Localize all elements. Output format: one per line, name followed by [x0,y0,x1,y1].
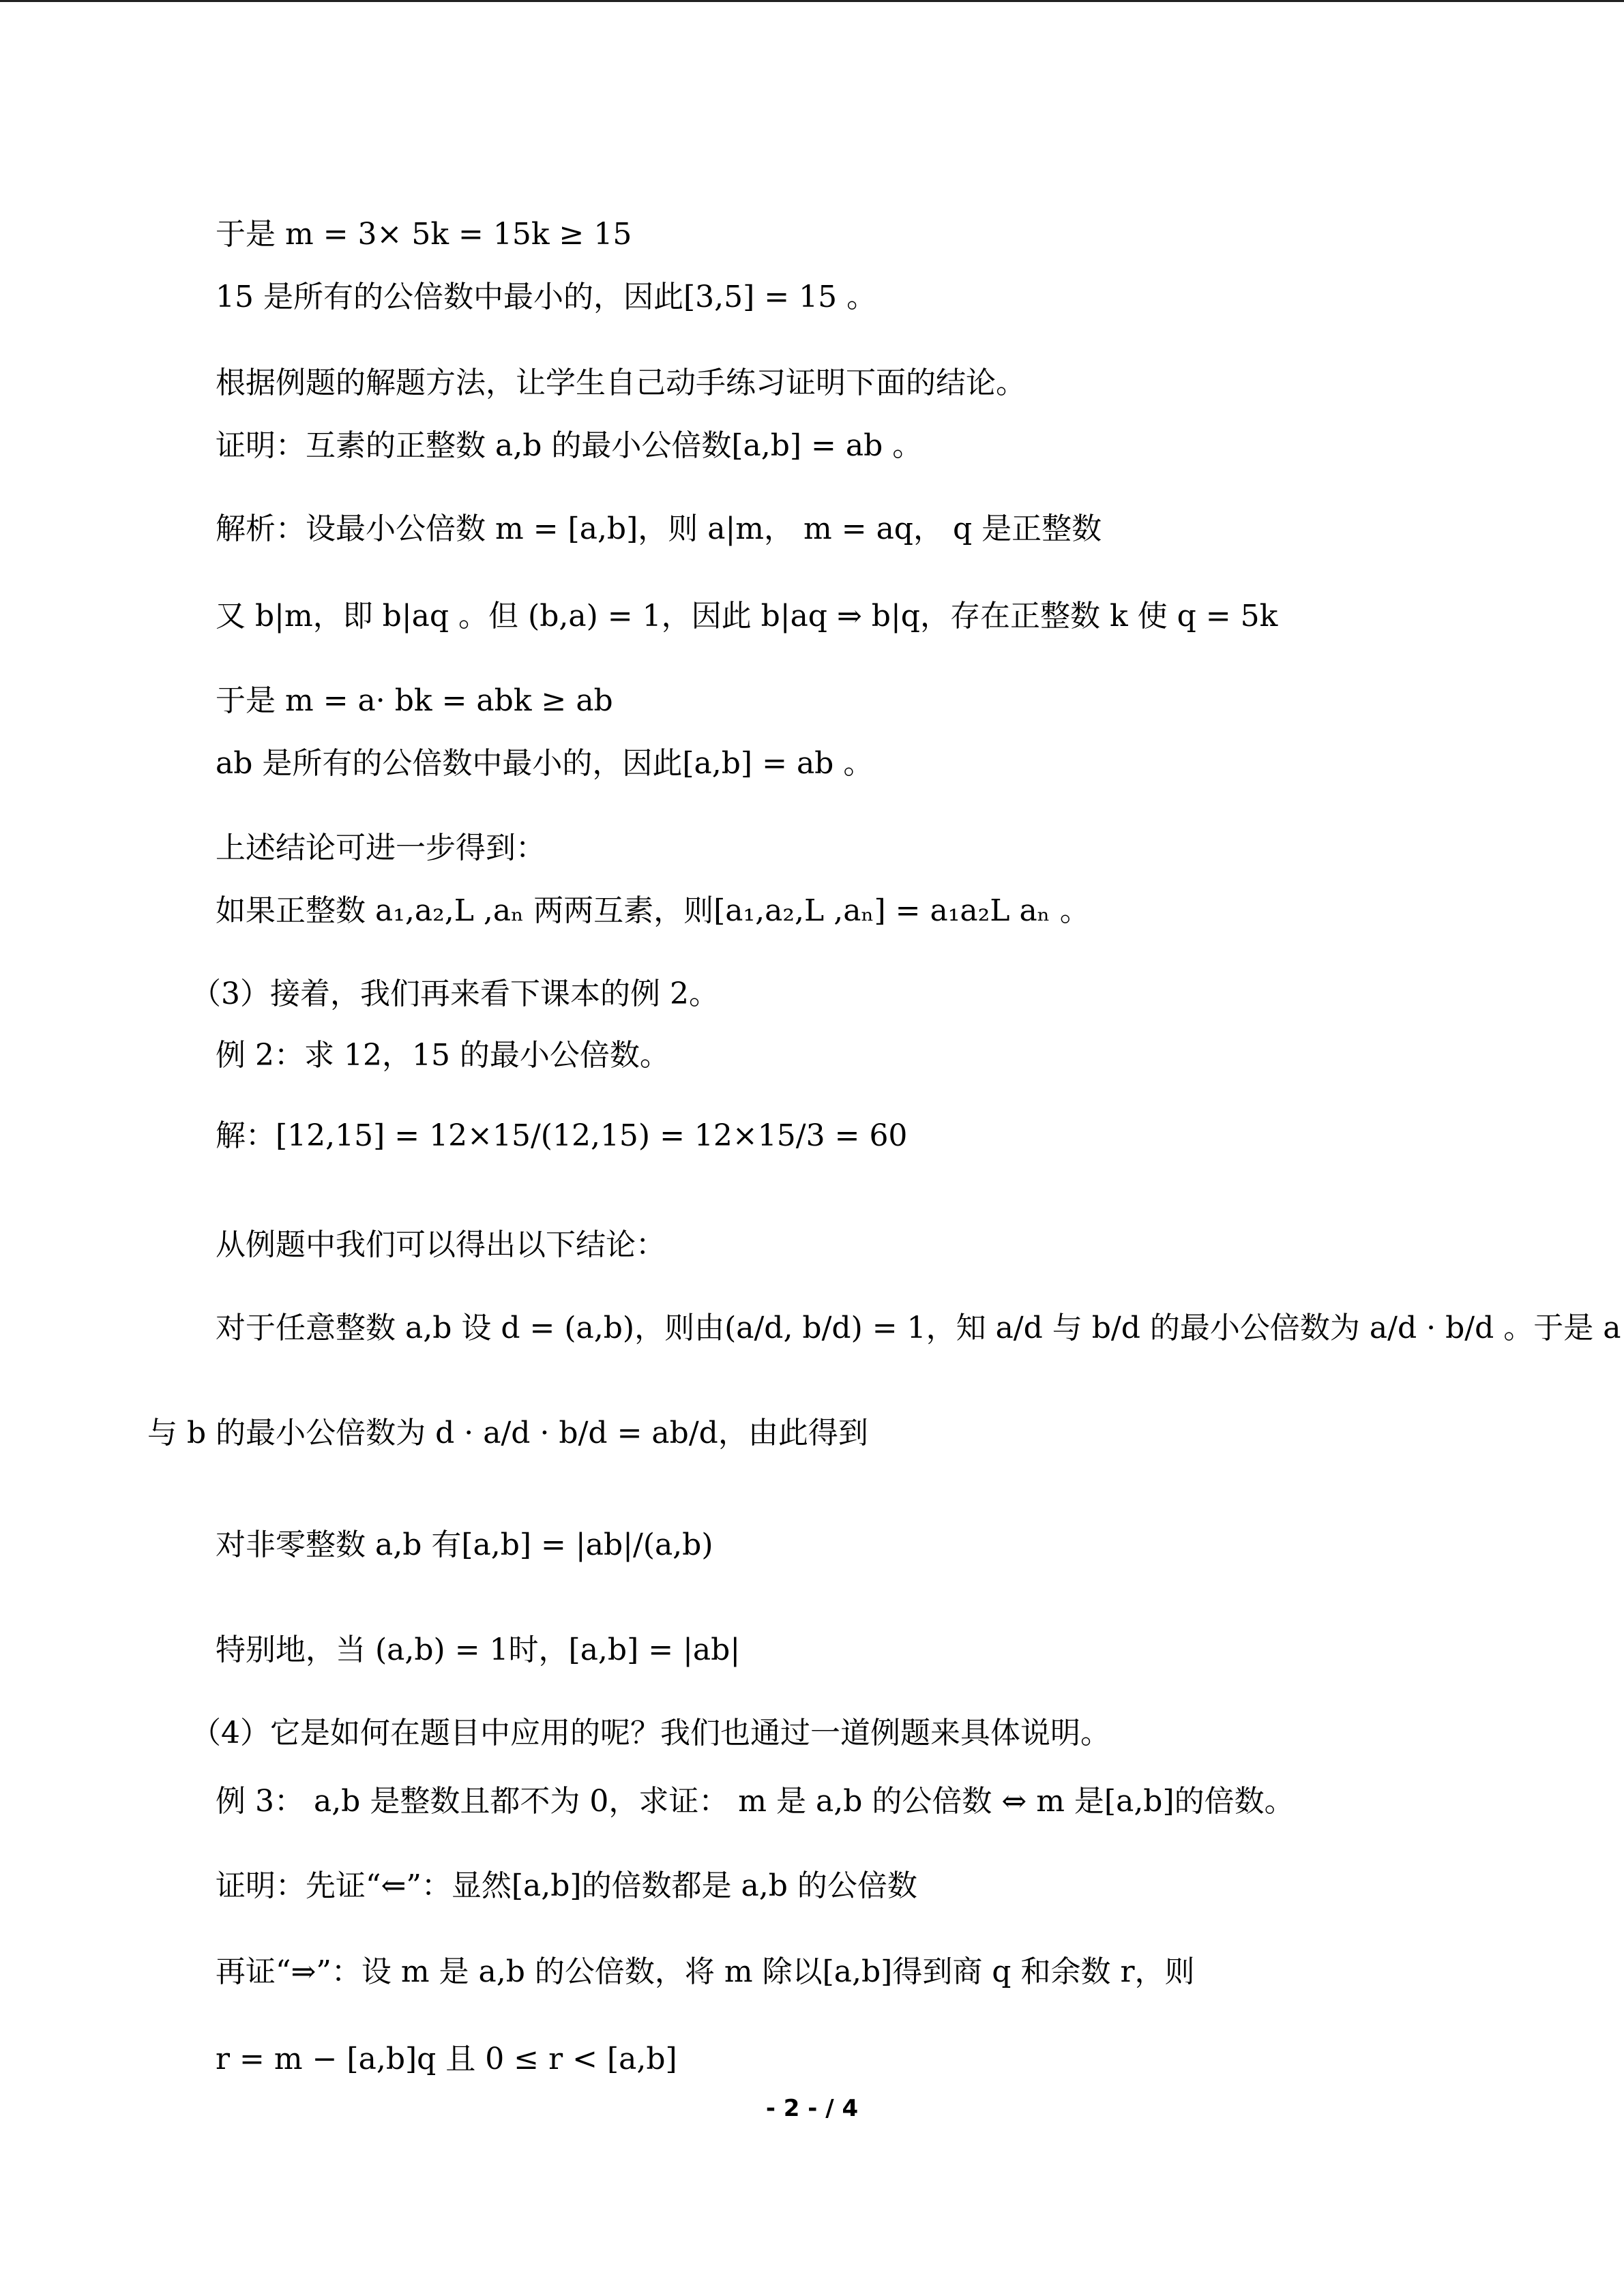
text-line: 解析：设最小公倍数 m = [a,b]，则 a|m， m = aq， q 是正整数 [216,511,1102,546]
text-line: 于是 m = 3× 5k = 15k ≥ 15 [216,217,632,252]
example-title: 例 2：求 12，15 的最小公倍数。 [216,1038,670,1073]
equation-line: 解：[12,15] = 12×15/(12,15) = 12×15/3 = 60 [216,1118,908,1153]
text-line: 上述结论可进一步得到： [216,831,546,865]
page-number: - 2 - / 4 [765,2095,859,2122]
text-line: 证明：互素的正整数 a,b 的最小公倍数[a,b] = ab 。 [216,428,923,463]
text-line: 15 是所有的公倍数中最小的，因此[3,5] = 15 。 [216,280,877,314]
text-line: 与 b 的最小公倍数为 d · a/d · b/d = ab/d，由此得到 [147,1416,868,1450]
text-line: r = m − [a,b]q 且 0 ≤ r < [a,b] [216,2042,677,2076]
text-line: 于是 m = a· bk = abk ≥ ab [216,683,613,718]
text-line: 特别地，当 (a,b) = 1时，[a,b] = |ab| [216,1632,741,1667]
text-line: 又 b|m，即 b|aq 。但 (b,a) = 1，因此 b|aq ⇒ b|q，存在正整数 k 使 q = 5k [216,599,1278,633]
section-heading: （3）接着，我们再来看下课本的例 2。 [191,976,719,1011]
text-line: 对于任意整数 a,b 设 d = (a,b)，则由(a/d, b/d) = 1，知 a/d 与 b/d 的最小公倍数为 a/d · b/d 。于是 a [216,1311,1621,1345]
example-title: 例 3： a,b 是整数且都不为 0，求证： m 是 a,b 的公倍数 ⇔ m 是[a,b]的倍数。 [216,1784,1295,1819]
text-line: 从例题中我们可以得出以下结论： [216,1227,666,1262]
text-line: 如果正整数 a₁,a₂,L ,aₙ 两两互素，则[a₁,a₂,L ,aₙ] = a₁a₂L aₙ 。 [216,893,1090,928]
text-line: 根据例题的解题方法，让学生自己动手练习证明下面的结论。 [216,366,1026,400]
text-line: ab 是所有的公倍数中最小的，因此[a,b] = ab 。 [216,746,874,781]
section-heading: （4）它是如何在题目中应用的呢？我们也通过一道例题来具体说明。 [191,1716,1110,1750]
page-top-border [0,0,1624,2]
text-line: 证明：先证“⇐”：显然[a,b]的倍数都是 a,b 的公倍数 [216,1868,917,1903]
text-line: 再证“⇒”：设 m 是 a,b 的公倍数，将 m 除以[a,b]得到商 q 和余数 r，则 [216,1954,1195,1989]
formula-line: 对非零整数 a,b 有[a,b] = |ab|/(a,b) [216,1527,713,1562]
